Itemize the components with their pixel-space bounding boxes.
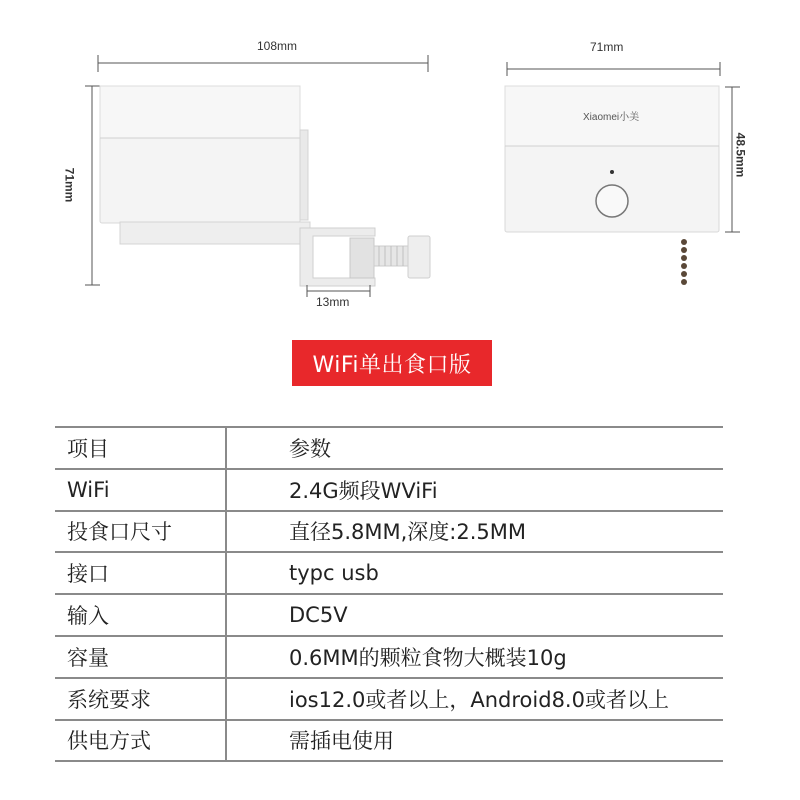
table-row bbox=[55, 594, 723, 636]
spec-label: 系统要求 bbox=[55, 678, 226, 720]
spec-value: 0.6MM的颗粒食物大概装10g bbox=[226, 636, 723, 678]
width-label-right: 71mm bbox=[590, 40, 624, 54]
spec-label: 供电方式 bbox=[55, 720, 226, 762]
height-label-left: 71mm bbox=[62, 167, 77, 203]
spec-label: 投食口尺寸 bbox=[55, 511, 226, 553]
width-label-left: 108mm bbox=[257, 39, 298, 53]
height-dimension-line-left bbox=[85, 86, 100, 285]
brand-logo: Xiaomei小美 bbox=[583, 112, 640, 123]
spec-value: 2.4G频段WViFi bbox=[226, 469, 723, 511]
width-dimension-line-left bbox=[98, 55, 428, 72]
table-row bbox=[55, 636, 723, 678]
table-row bbox=[55, 469, 723, 511]
feed-button-icon bbox=[596, 185, 628, 217]
spec-label: 输入 bbox=[55, 594, 226, 636]
table-row bbox=[55, 678, 723, 720]
spec-label: WiFi bbox=[55, 469, 226, 511]
spec-value: 直径5.8MM,深度:2.5MM bbox=[226, 511, 723, 553]
spec-value: DC5V bbox=[226, 594, 723, 636]
spec-label: 容量 bbox=[55, 636, 226, 678]
spec-value: typc usb bbox=[226, 552, 723, 594]
spec-table bbox=[55, 426, 723, 762]
indicator-light bbox=[610, 170, 614, 174]
spec-header-value: 参数 bbox=[226, 427, 723, 469]
version-banner: WiFi单出食口版 bbox=[292, 340, 492, 386]
table-row bbox=[55, 511, 723, 553]
clamp-gap-label: 13mm bbox=[316, 295, 350, 309]
product-dimension-diagram bbox=[0, 0, 800, 330]
spec-label: 接口 bbox=[55, 552, 226, 594]
height-label-right: 48.5mm bbox=[733, 132, 748, 178]
table-row bbox=[55, 427, 723, 469]
spec-header-label: 项目 bbox=[55, 427, 226, 469]
spec-value: ios12.0或者以上，Android8.0或者以上 bbox=[226, 678, 723, 720]
table-row bbox=[55, 720, 723, 762]
table-row bbox=[55, 552, 723, 594]
pogo-pins bbox=[681, 239, 687, 285]
spec-value: 需插电使用 bbox=[226, 720, 723, 762]
width-dimension-line-right bbox=[507, 62, 720, 76]
feeder-side-view bbox=[100, 86, 430, 286]
